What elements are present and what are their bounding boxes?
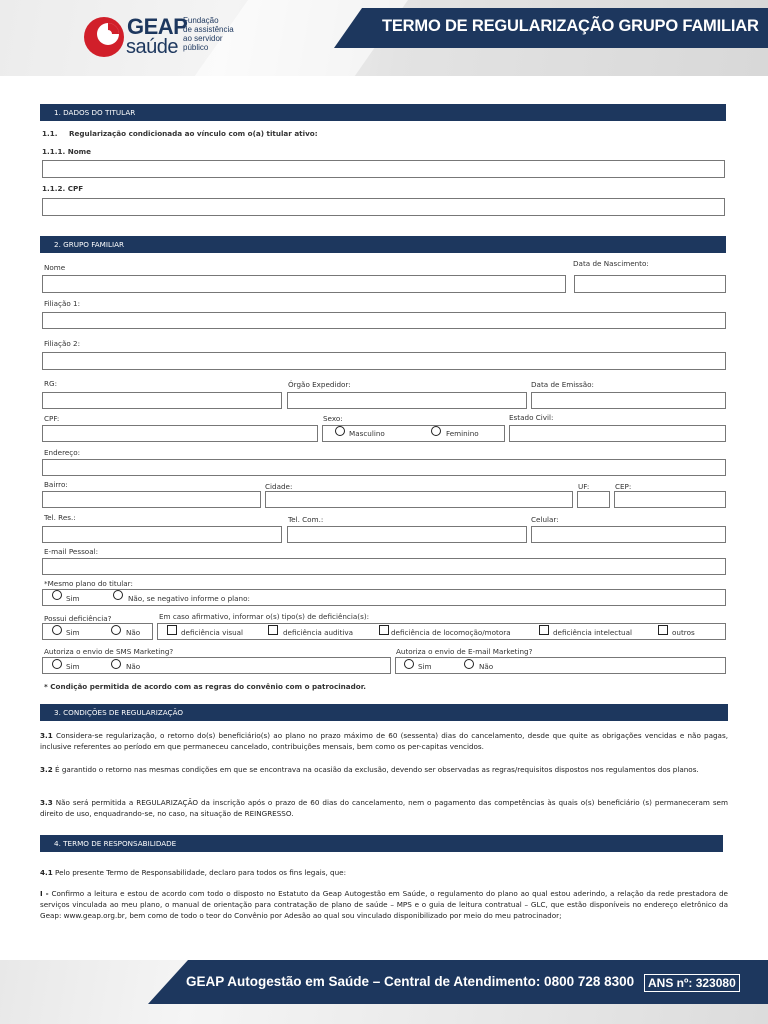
data-nascimento-label: Data de Nascimento: — [573, 259, 649, 268]
ans-badge: ANS nº: 323080 — [644, 974, 740, 992]
email-mkt-nao-label: Não — [479, 662, 494, 671]
cpf-label: CPF: — [44, 414, 60, 423]
item-1-1-text: Regularização condicionada ao vínculo com o(a) titular ativo: — [69, 129, 318, 138]
geap-logo-icon — [82, 12, 128, 62]
item-1-1-number: 1.1. — [42, 129, 58, 138]
paragraph-3-3: 3.3 Não será permitida a REGULARIZAÇÃO da inscrição após o prazo de 60 dias do cancelamento, nem o pagamento das competências às quais o(s) beneficiário (s) permaneceram sem direito de uso, enquadrando-se, no caso, na situação de REINGRESSO. — [40, 798, 728, 818]
cidade-field[interactable] — [265, 491, 573, 508]
geap-logo — [82, 12, 242, 64]
deficiencia-intelectual-label: deficiência intelectual — [553, 628, 633, 637]
mesmo-plano-sim-radio[interactable] — [52, 590, 62, 600]
email-marketing-label: Autoriza o envio de E-mail Marketing? — [396, 647, 533, 656]
uf-field[interactable] — [577, 491, 610, 508]
paragraph-3-2: 3.2 É garantido o retorno nas mesmas condições em que se encontrava na ocasião da exclusão, devendo ser observadas as regras/requisitos dispostos nos regulamentos dos planos. — [40, 765, 699, 774]
filiacao-2-field[interactable] — [42, 352, 726, 370]
bairro-field[interactable] — [42, 491, 261, 508]
cep-label: CEP: — [615, 482, 632, 491]
email-mkt-sim-label: Sim — [418, 662, 432, 671]
outros-label: outros — [672, 628, 695, 637]
logo-sub: saúde — [126, 36, 178, 58]
sms-sim-radio[interactable] — [52, 659, 62, 669]
nome-label: Nome — [44, 263, 66, 272]
titular-cpf-field[interactable] — [42, 198, 725, 216]
deficiencia-nao-label: Não — [126, 628, 141, 637]
logo-tagline: Fundação de assistência ao servidor público — [183, 16, 234, 52]
email-marketing-box — [395, 657, 726, 674]
condicao-nota: * Condição permitida de acordo com as regras do convênio com o patrocinador. — [44, 682, 366, 691]
page-footer — [0, 960, 768, 1024]
tel-com-label: Tel. Com.: — [288, 515, 324, 524]
bairro-label: Bairro: — [44, 480, 68, 489]
deficiencia-locomocao-checkbox[interactable] — [379, 625, 389, 635]
titular-cpf-label: 1.1.2. CPF — [42, 184, 84, 193]
filiacao-1-label: Filiação 1: — [44, 299, 81, 308]
sms-sim-label: Sim — [66, 662, 80, 671]
email-mkt-nao-radio[interactable] — [464, 659, 474, 669]
nome-field[interactable] — [42, 275, 566, 293]
outros-checkbox[interactable] — [658, 625, 668, 635]
mesmo-plano-nao-radio[interactable] — [113, 590, 123, 600]
sms-nao-radio[interactable] — [111, 659, 121, 669]
deficiencia-intelectual-checkbox[interactable] — [539, 625, 549, 635]
sms-marketing-box — [42, 657, 391, 674]
orgao-expedidor-label: Órgão Expedidor: — [288, 380, 351, 389]
deficiencia-auditiva-checkbox[interactable] — [268, 625, 278, 635]
feminino-label: Feminino — [446, 429, 479, 438]
deficiencia-nao-radio[interactable] — [111, 625, 121, 635]
tel-com-field[interactable] — [287, 526, 527, 543]
tel-res-label: Tel. Res.: — [44, 513, 76, 522]
tipo-deficiencia-label: Em caso afirmativo, informar o(s) tipo(s) de deficiência(s): — [159, 612, 370, 621]
deficiencia-sim-radio[interactable] — [52, 625, 62, 635]
cidade-label: Cidade: — [265, 482, 293, 491]
cep-field[interactable] — [614, 491, 726, 508]
mesmo-plano-label: *Mesmo plano do titular: — [44, 579, 133, 588]
page-title: TERMO DE REGULARIZAÇÃO GRUPO FAMILIAR — [382, 17, 759, 35]
orgao-expedidor-field[interactable] — [287, 392, 527, 409]
deficiencia-visual-checkbox[interactable] — [167, 625, 177, 635]
rg-label: RG: — [44, 379, 57, 388]
data-emissao-label: Data de Emissão: — [531, 380, 594, 389]
data-nascimento-field[interactable] — [574, 275, 726, 293]
page-header — [0, 0, 768, 76]
email-mkt-sim-radio[interactable] — [404, 659, 414, 669]
endereco-field[interactable] — [42, 459, 726, 476]
rg-field[interactable] — [42, 392, 282, 409]
uf-label: UF: — [578, 482, 590, 491]
sms-nao-label: Não — [126, 662, 141, 671]
section-3-header: 3. CONDIÇÕES DE REGULARIZAÇÃO — [40, 704, 728, 721]
masculino-radio[interactable] — [335, 426, 345, 436]
endereco-label: Endereço: — [44, 448, 81, 457]
estado-civil-label: Estado Civil: — [509, 413, 554, 422]
deficiencia-auditiva-label: deficiência auditiva — [283, 628, 354, 637]
possui-deficiencia-label: Possui deficiência? — [44, 614, 112, 623]
sms-marketing-label: Autoriza o envio de SMS Marketing? — [44, 647, 174, 656]
section-4-header: 4. TERMO DE RESPONSABILIDADE — [40, 835, 723, 852]
deficiencia-sim-label: Sim — [66, 628, 80, 637]
paragraph-4-1: 4.1 Pelo presente Termo de Responsabilidade, declaro para todos os fins legais, que: — [40, 868, 347, 877]
data-emissao-field[interactable] — [531, 392, 726, 409]
celular-label: Celular: — [531, 515, 559, 524]
mesmo-plano-sim-label: Sim — [66, 594, 80, 603]
paragraph-3-1: 3.1 Considera-se regularização, o retorno do(s) beneficiário(s) ao plano no prazo máximo de 60 (sessenta) dias do cancelamento, desde que quite as obrigações vencidas e não pagas, inclusive referentes ao período em que permaneceu cancelado, contribuições mensais, bem como os per-capitas vencidos. — [40, 731, 728, 751]
footer-contact: GEAP Autogestão em Saúde – Central de Atendimento: 0800 728 8300 — [186, 974, 635, 989]
titular-nome-label: 1.1.1. Nome — [42, 147, 92, 156]
titular-nome-field[interactable] — [42, 160, 725, 178]
feminino-radio[interactable] — [431, 426, 441, 436]
logo-brand: GEAP — [127, 14, 188, 39]
celular-field[interactable] — [531, 526, 726, 543]
cpf-field[interactable] — [42, 425, 318, 442]
section-1-header: 1. DADOS DO TITULAR — [40, 104, 726, 121]
tel-res-field[interactable] — [42, 526, 282, 543]
email-pessoal-label: E-mail Pessoal: — [44, 547, 99, 556]
masculino-label: Masculino — [349, 429, 385, 438]
paragraph-4-i: I - Confirmo a leitura e estou de acordo com todo o disposto no Estatuto da Geap Autogestão em Saúde, o regulamento do plano ao qual estou aderindo, a relação da rede prestadora de serviços vinculada ao meu plano, o manual de orientação para contratação de plano de saúde – MPS e o guia de leitura contratual – GLC, que estão disponíveis no endereço eletrônico da Geap: www.geap.org.br, bem como de todo o teor do Convênio por Adesão ao qual sou vinculado disponibilizado por meio do meu patrocinador; — [40, 889, 728, 920]
section-2-header: 2. GRUPO FAMILIAR — [40, 236, 726, 253]
filiacao-2-label: Filiação 2: — [44, 339, 81, 348]
sexo-label: Sexo: — [323, 414, 343, 423]
deficiencia-visual-label: deficiência visual — [181, 628, 244, 637]
mesmo-plano-nao-label: Não, se negativo informe o plano: — [128, 594, 250, 603]
estado-civil-field[interactable] — [509, 425, 726, 442]
filiacao-1-field[interactable] — [42, 312, 726, 329]
deficiencia-locomocao-label: deficiência de locomoção/motora — [391, 628, 511, 637]
email-pessoal-field[interactable] — [42, 558, 726, 575]
